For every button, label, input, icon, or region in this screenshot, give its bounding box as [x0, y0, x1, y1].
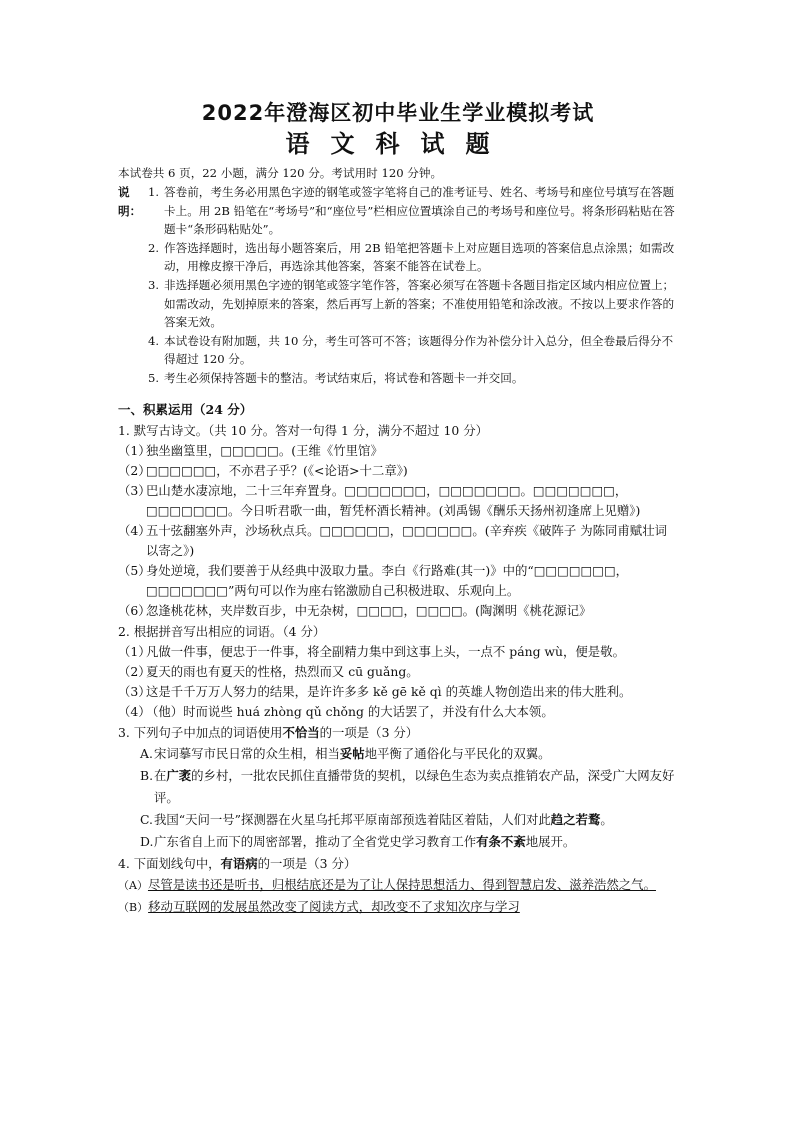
- note-item-4: 4. 本试卷设有附加题，共 10 分，考生可答可不答；该题得分作为补偿分计入总分，但全卷最后得分不得超过 120 分。: [148, 333, 674, 367]
- option-c: C. 我国“天问一号”探测器在火星乌托邦平原南部预选着陆区着陆，人们对此趋之若鹜。: [140, 811, 613, 827]
- section-heading: 一、积累运用（24 分）: [118, 401, 253, 417]
- q1-item: （5） 身处逆境，我们要善于从经典中汲取力量。李白《行路难(其一)》中的“□□□□□□□，□□□□□□□”两句可以作为座右铭激励自己积极进取、乐观向上。: [118, 562, 629, 598]
- instructions: [118, 183, 678, 388]
- q2-item: （4） （他）时而说些 huá zhòng qǔ chǒng 的大话罢了，并没有什么大本领。: [118, 703, 554, 719]
- notes-label: 说明：: [118, 185, 142, 218]
- exam-subtitle: 语文科试题: [285, 130, 511, 158]
- option-b: B. 在广袤的乡村，一批农民抓住直播带货的契机，以绿色生态为卖点推销农产品，深受广大网友好评。: [140, 767, 675, 805]
- underlined-sentence-b: 移动互联网的发展虽然改变了阅读方式，却改变不了求知次序与学习: [148, 898, 520, 914]
- q2-item: （3） 这是千千万万人努力的结果，是许许多多 kě gē kě qì 的英雄人物创造出来的伟大胜利。: [118, 683, 632, 699]
- q1-item: （4） 五十弦翻塞外声，沙场秋点兵。□□□□□□，□□□□□□。(辛弃疾《破阵子 为陈同甫赋壮词以寄之》): [118, 522, 667, 558]
- option-a: A. 宋词摹写市民日常的众生相，相当妥帖地平衡了通俗化与平民化的双翼。: [140, 745, 551, 761]
- note-item-3: 3. 非选择题必须用黑色字迹的钢笔或签字笔作答，答案必须写在答题卡各题目指定区域内相应位置上；如需改动，先划掉原来的答案，然后再写上新的答案；不准使用铅笔和涂改液。不按以上要求作答的答案无效。: [148, 277, 675, 330]
- exam-intro: 本试卷共 6 页，22 小题，满分 120 分。考试用时 120 分钟。: [118, 166, 443, 180]
- q1-item: （6） 忽逢桃花林，夹岸数百步，中无杂树，□□□□，□□□□。(陶渊明《桃花源记》: [118, 602, 592, 618]
- question-4-passage: （A）尽管是读书还是听书，归根结底还是为了让人保持思想活力、得到智慧启发、滋养浩然之气。（B）移动互联网的发展虽然改变了阅读方式，却改变不了求知次序与学习: [118, 876, 656, 914]
- note-item-1: 说明： 1. 答卷前，考生务必用黑色字迹的钢笔或签字笔将自己的准考证号、姓名、考场号和座位号填写在答题卡上。用 2B 铅笔在“考场号”和“座位号”栏相应位置填涂自己的考场号和座位号。将条形码粘贴在答题卡“条形码粘贴处”。: [118, 183, 678, 239]
- q2-item: （2） 夏天的雨也有夏天的性格，热烈而又 cū guǎng。: [118, 663, 419, 679]
- exam-page: [118, 98, 678, 918]
- q2-item: （1） 凡做一件事，便忠于一件事，将全副精力集中到这事上头，一点不 páng wù，便是敬。: [118, 643, 625, 659]
- question-4-head: 4. 下面划线句中，有语病的一项是（3 分）: [118, 855, 357, 871]
- exam-title: 2022年澄海区初中毕业生学业模拟考试: [201, 101, 595, 125]
- q1-item: （3） 巴山楚水凄凉地，二十三年弃置身。□□□□□□□，□□□□□□□。□□□□□□□，□□□□□□□。今日听君歌一曲，暂凭杯酒长精神。(刘禹锡《酬乐天扬州初逢席上见赠》): [118, 482, 641, 518]
- note-item-5: 5. 考生必须保持答题卡的整洁。考试结束后，将试卷和答题卡一并交回。: [148, 370, 524, 385]
- underlined-sentence-a: 尽管是读书还是听书，归根结底还是为了让人保持思想活力、得到智慧启发、滋养浩然之气。: [147, 876, 656, 892]
- q1-item: （2） □□□□□□，不亦君子乎？(《<论语>十二章》): [118, 462, 408, 478]
- q1-item: （1） 独坐幽篁里，□□□□□。(王维《竹里馆》: [118, 442, 383, 458]
- question-1-head: 1. 默写古诗文。（共 10 分。答对一句得 1 分，满分不超过 10 分）: [118, 422, 488, 438]
- question-2-head: 2. 根据拼音写出相应的词语。（4 分）: [118, 623, 326, 639]
- note-item-2: 2. 作答选择题时，选出每小题答案后，用 2B 铅笔把答题卡上对应题目选项的答案信息点涂黑；如需改动，用橡皮擦干净后，再选涂其他答案，答案不能答在试卷上。: [148, 240, 675, 274]
- question-3-head: 3. 下列句子中加点的词语使用不恰当的一项是（3 分）: [118, 724, 419, 740]
- option-d: D. 广东省自上而下的周密部署，推动了全省党史学习教育工作有条不紊地展开。: [140, 833, 576, 849]
